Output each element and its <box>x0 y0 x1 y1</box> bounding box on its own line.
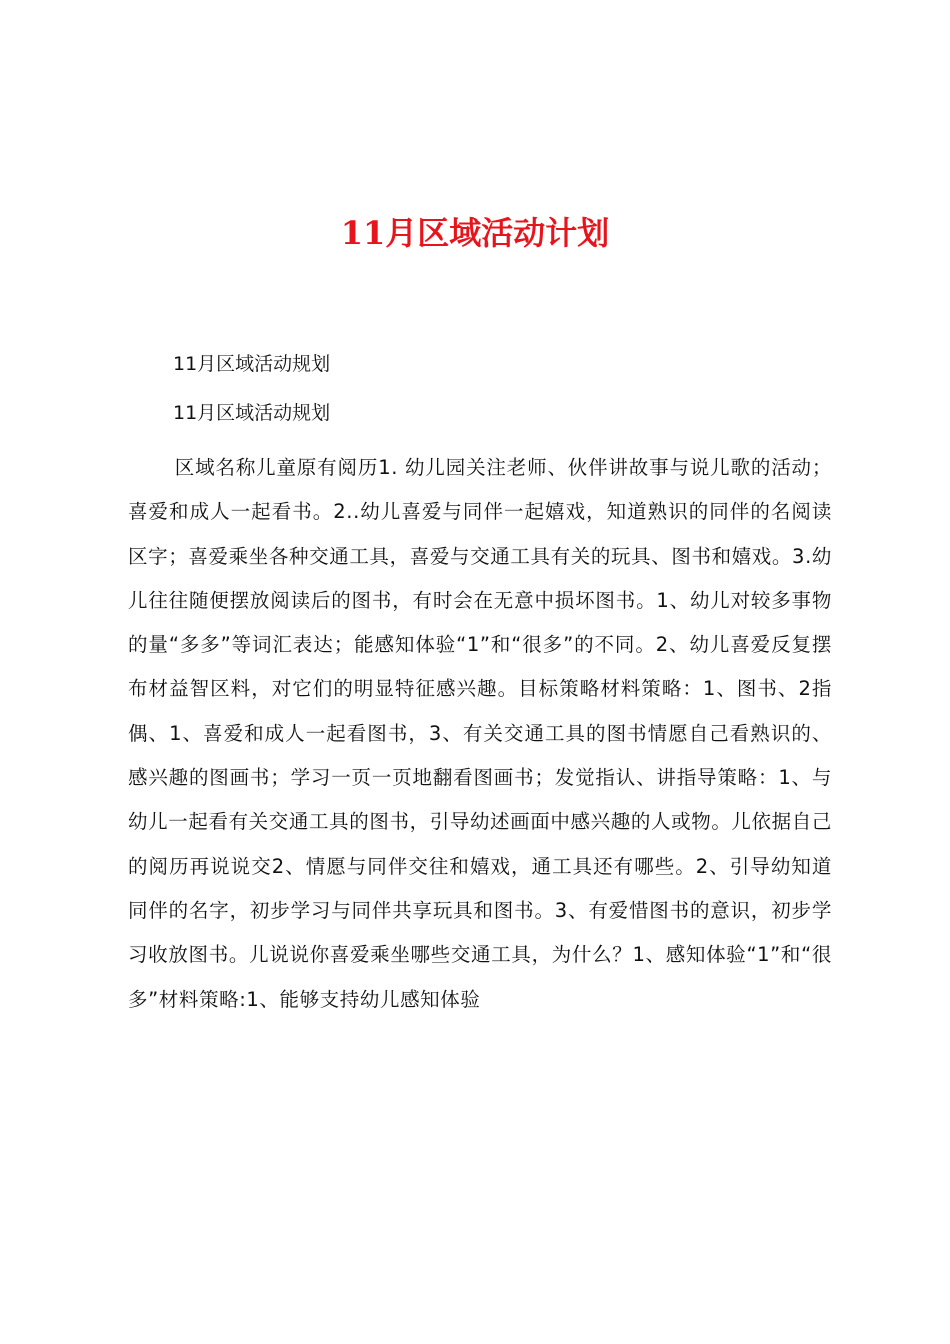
subheading-1: 11月区域活动规划 <box>173 353 331 375</box>
document-title: 11月区域活动计划 <box>340 214 610 252</box>
subheading-2: 11月区域活动规划 <box>173 402 331 424</box>
body-paragraph: 区域名称儿童原有阅历1. 幼儿园关注老师、伙伴讲故事与说儿歌的活动；喜爱和成人一起看书。2..幼儿喜爱与同伴一起嬉戏，知道熟识的同伴的名阅读区字；喜爱乘坐各种交通工具，喜爱与交通工具有关的玩具、图书和嬉戏。3.幼儿往往随便摆放阅读后的图书，有时会在无意中损坏图书。1、幼儿对较多事物的量“多多”等词汇表达；能感知体验“1”和“很多”的不同。2、幼儿喜爱反复摆布材益智区料，对它们的明显特征感兴趣。目标策略材料策略：1、图书、2指偶、1、喜爱和成人一起看图书，3、有关交通工具的图书情愿自己看熟识的、感兴趣的图画书；学习一页一页地翻看图画书；发觉指认、讲指导策略：1、与幼儿一起看有关交通工具的图书，引导幼述画面中感兴趣的人或物。儿依据自己的阅历再说说交2、情愿与同伴交往和嬉戏，通工具还有哪些。2、引导幼知道同伴的名字，初步学习与同伴共享玩具和图书。3、有爱惜图书的意识，初步学习收放图书。儿说说你喜爱乘坐哪些交通工具，为什么？1、感知体验“1”和“很多”材料策略:1、能够支持幼儿感知体验 <box>128 456 832 1011</box>
